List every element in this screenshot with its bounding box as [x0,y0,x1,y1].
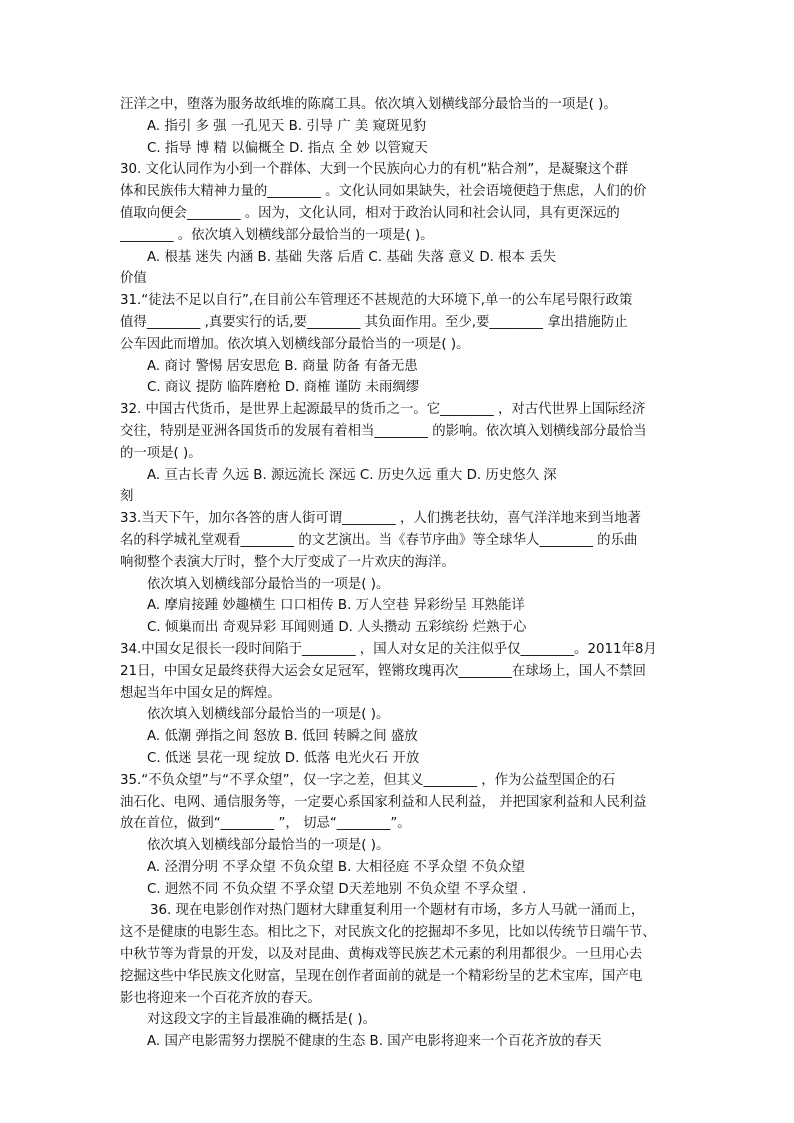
text-line: 31.“徒法不足以自行”,在目前公车管理还不甚规范的大环境下,单一的公车尾号限行政策 [120,293,633,309]
text-line: 32. 中国古代货币，是世界上起源最早的货币之一。它________ ，对古代世界上国际经济 [120,402,646,418]
text-line: 刻 [120,489,134,505]
text-line: 价值 [120,271,147,287]
text-line: A. 根基 迷失 内涵 B. 基础 失落 后盾 C. 基础 失落 意义 D. 根本 丢失 [147,249,556,265]
text-line: C. 商议 提防 临阵磨枪 D. 商榷 谨防 未雨绸缪 [147,380,420,396]
document-page [120,94,680,1053]
text-line: 挖掘这些中华民族文化财富，呈现在创作者面前的就是一个精彩纷呈的艺术宝库，国产电 [120,968,643,984]
text-line: 21日，中国女足最终获得大运会女足冠军，铿锵玫瑰再次________在球场上，国人不禁回 [120,663,646,679]
text-line: 油石化、电网、通信服务等，一定要心系国家利益和人民利益， 并把国家利益和人民利益 [120,794,647,810]
text-line: 这不是健康的电影生态。相比之下，对民族文化的挖掘却不多见，比如以传统节日端午节、 [120,925,656,941]
text-line: 对这段文字的主旨最准确的概括是( )。 [147,1012,376,1028]
text-line: 依次填入划横线部分最恰当的一项是( )。 [147,707,390,723]
text-line: 体和民族伟大精神力量的________ 。文化认同如果缺失，社会语境便趋于焦虑，人们的价 [120,184,647,200]
text-line: 值得________ ,真要实行的话,要________ 其负面作用。至少,要________ 拿出措施防止 [120,314,628,330]
text-line: 名的科学城礼堂观看________ 的文艺演出。当《春节序曲》等全球华人________ 的乐曲 [120,532,638,548]
text-line: C. 倾巢而出 奇观异彩 耳闻则通 D. 人头攒动 五彩缤纷 烂熟于心 [147,620,527,636]
text-line: 交往，特别是亚洲各国货币的发展有着相当________ 的影响。依次填入划横线部分最恰当 [120,423,647,439]
text-line: A. 低潮 弹指之间 怒放 B. 低回 转瞬之间 盛放 [147,729,418,745]
text-line: A. 商讨 警惕 居安思危 B. 商量 防备 有备无患 [147,358,418,374]
text-line: 36. 现在电影创作对热门题材大肆重复利用一个题材有市场，多方人马就一涌而上， [150,903,645,919]
text-line: A. 泾渭分明 不孚众望 不负众望 B. 大相径庭 不孚众望 不负众望 [147,859,525,875]
text-line: 想起当年中国女足的辉煌。 [120,685,281,701]
text-line: C. 指导 博 精 以偏概全 D. 指点 全 妙 以管窥天 [147,140,428,156]
text-line: 33.当天下午，加尔各答的唐人街可谓________ ，人们携老扶幼，喜气洋洋地来到当地著 [120,511,642,527]
text-line: 放在首位，做到“________ ”， 切忌“________”。 [120,816,411,832]
text-line: A. 摩肩接踵 妙趣横生 口口相传 B. 万人空巷 异彩纷呈 耳熟能详 [147,598,525,614]
text-line: ________ 。依次填入划横线部分最恰当的一项是( )。 [120,227,434,243]
text-line: 依次填入划横线部分最恰当的一项是( )。 [147,838,390,854]
text-line: C. 迥然不同 不负众望 不孚众望 D天差地别 不负众望 不孚众望 . [147,881,527,897]
text-line: 35.“不负众望”与“不孚众望”，仅一字之差，但其义________ ，作为公益型国企的石 [120,772,616,788]
text-line: A. 亘古长青 久远 B. 源远流长 深远 C. 历史久远 重大 D. 历史悠久 深 [147,467,557,483]
text-line: 的一项是( )。 [120,445,202,461]
text-line: 34.中国女足很长一段时间陷于________ ，国人对女足的关注似乎仅________。2011年8月 [120,641,657,657]
text-line: 影也将迎来一个百花齐放的春天。 [120,990,321,1006]
text-line: A. 国产电影需努力摆脱不健康的生态 B. 国产电影将迎来一个百花齐放的春天 [147,1034,602,1050]
text-line: A. 指引 多 强 一孔见天 B. 引导 广 美 窥斑见豹 [147,118,427,134]
text-line: 公车因此而增加。依次填入划横线部分最恰当的一项是( )。 [120,336,470,352]
text-line: C. 低迷 昙花一现 绽放 D. 低落 电光火石 开放 [147,750,420,766]
text-line: 依次填入划横线部分最恰当的一项是( )。 [147,576,390,592]
text-line: 汪洋之中，堕落为服务故纸堆的陈腐工具。依次填入划横线部分最恰当的一项是( )。 [120,97,617,112]
text-line: 中秋节等为背景的开发，以及对昆曲、黄梅戏等民族艺术元素的利用都很少。一旦用心去 [120,947,643,963]
text-line: 30. 文化认同作为小到一个群体、大到一个民族向心力的有机“粘合剂”，是凝聚这个群 [120,162,629,178]
text-line: 响彻整个表演大厅时，整个大厅变成了一片欢庆的海洋。 [120,554,455,570]
text-line: 值取向便会________ 。因为，文化认同，相对于政治认同和社会认同，具有更深远的 [120,205,620,221]
